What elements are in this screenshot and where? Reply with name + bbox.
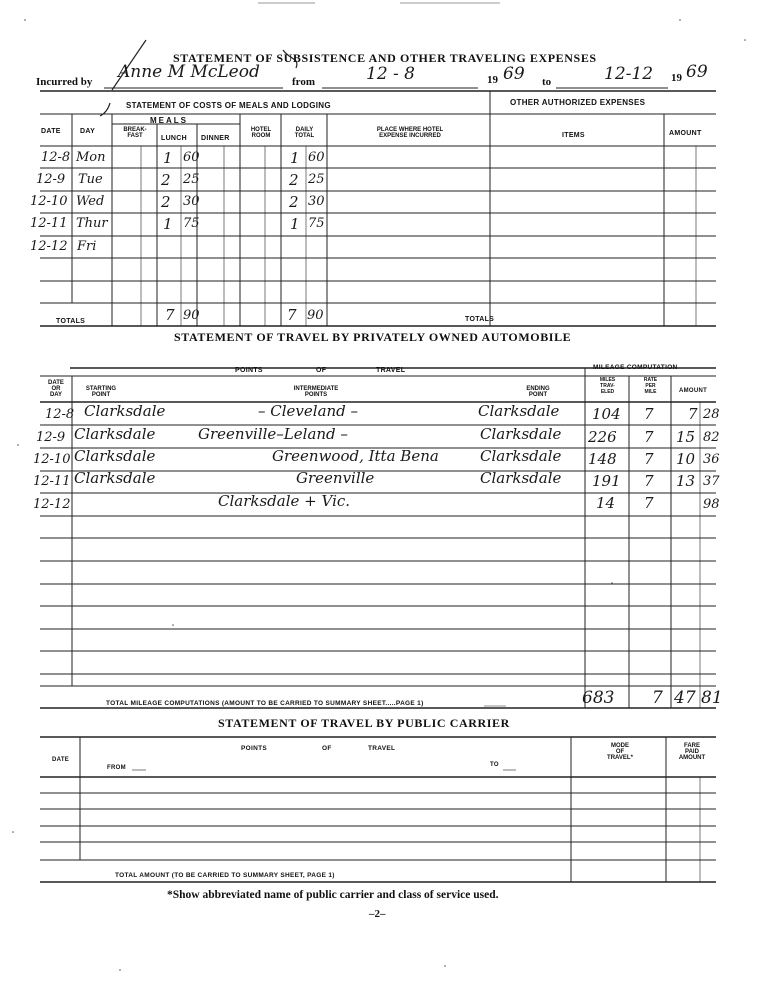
- from-value: 12 - 8: [366, 64, 415, 84]
- carrier-col-fare-header: FARE PAID AMOUNT: [678, 743, 706, 761]
- carrier-col-mode-header: MODE OF TRAVEL*: [607, 743, 633, 761]
- carrier-col-date-header: DATE: [52, 757, 70, 763]
- col-day-header: DAY: [80, 128, 96, 135]
- auto-row-amount-cents: 98: [703, 497, 720, 512]
- meals-total-daily-dollars: 7: [287, 306, 297, 324]
- meal-row-day: Mon: [76, 150, 106, 165]
- auto-row-rate: 7: [644, 494, 654, 512]
- col-place-header: PLACE WHERE HOTEL EXPENSE INCURRED: [376, 127, 444, 139]
- auto-row-amount-dollars: 13: [676, 472, 696, 490]
- meal-row-day: Thur: [76, 216, 108, 231]
- year-to-value: 69: [686, 62, 708, 82]
- meal-row-lunch-cents: 75: [183, 216, 200, 231]
- col-dinner-header: DINNER: [201, 135, 230, 142]
- meal-row-day: Fri: [77, 239, 97, 254]
- meal-row-date: 12-11: [30, 216, 68, 231]
- meals-section-title: STATEMENT OF COSTS OF MEALS AND LODGING: [126, 101, 331, 110]
- auto-row-amount-cents: 36: [703, 452, 720, 467]
- carrier-points-header: POINTS: [241, 745, 267, 752]
- meal-row-lunch-dollars: 2: [161, 171, 171, 189]
- to-value: 12-12: [604, 64, 654, 84]
- meal-row-lunch-cents: 25: [183, 172, 200, 187]
- auto-row-intermediate: Greenville: [296, 469, 375, 487]
- col-hotel-header: HOTEL ROOM: [250, 127, 272, 139]
- auto-row-date: 12-9: [36, 430, 66, 445]
- col-date-header: DATE: [41, 128, 61, 135]
- incurred-by-value: Anne M McLeod: [118, 62, 260, 82]
- meal-row-total-cents: 25: [308, 172, 325, 187]
- year-from-value: 69: [503, 64, 525, 84]
- auto-col-miles-header: MILES TRAV- ELED: [599, 377, 616, 395]
- auto-col-intermediate-header: INTERMEDIATE POINTS: [293, 386, 339, 398]
- auto-row-date: 12-11: [33, 474, 71, 489]
- auto-row-rate: 7: [644, 428, 654, 446]
- auto-row-amount-dollars: 10: [676, 450, 696, 468]
- auto-row-miles: 191: [592, 472, 621, 490]
- carrier-travel-header: TRAVEL: [368, 745, 396, 752]
- meals-total-lunch-cents: 90: [183, 308, 200, 323]
- auto-row-miles: 104: [592, 405, 621, 423]
- meal-row-total-dollars: 1: [290, 149, 300, 167]
- auto-col-amount-header: AMOUNT: [679, 388, 708, 394]
- meal-row-date: 12-8: [41, 150, 71, 165]
- auto-row-amount-cents: 37: [703, 474, 720, 489]
- carrier-to-label: TO: [490, 762, 499, 768]
- mileage-total-dollars: 47: [674, 688, 696, 708]
- meals-group-header: MEALS: [150, 116, 188, 125]
- auto-points-header: POINTS: [235, 367, 263, 374]
- meal-row-total-cents: 60: [308, 150, 325, 165]
- auto-col-start-header: STARTING POINT: [85, 386, 117, 398]
- carrier-total-label: TOTAL AMOUNT (TO BE CARRIED TO SUMMARY SHEET, PAGE 1): [115, 872, 335, 879]
- auto-row-date: 12-12: [33, 497, 71, 512]
- form-title: STATEMENT OF SUBSISTENCE AND OTHER TRAVELING EXPENSES: [173, 51, 597, 65]
- auto-row-start: Clarksdale + Vic.: [218, 492, 351, 510]
- auto-row-end: Clarksdale: [480, 447, 562, 465]
- auto-row-intermediate: – Cleveland –: [258, 402, 359, 420]
- carrier-from-label: FROM: [107, 765, 126, 771]
- auto-row-date: 12-10: [33, 452, 71, 467]
- auto-row-end: Clarksdale: [480, 425, 562, 443]
- meal-row-date: 12-9: [36, 172, 66, 187]
- mileage-total-miles: 683: [582, 688, 615, 708]
- meals-totals-label: TOTALS: [56, 318, 86, 325]
- col-items-header: ITEMS: [562, 132, 585, 139]
- meal-row-lunch-dollars: 1: [163, 149, 173, 167]
- meal-row-total-dollars: 2: [289, 193, 299, 211]
- auto-row-rate: 7: [644, 405, 654, 423]
- mileage-computation-header: MILEAGE COMPUTATION: [593, 364, 678, 371]
- auto-col-rate-header: RATE PER MILE: [643, 377, 658, 395]
- auto-row-rate: 7: [644, 472, 654, 490]
- meal-row-total-dollars: 1: [290, 215, 300, 233]
- meal-row-date: 12-10: [30, 194, 68, 209]
- meals-total-daily-cents: 90: [307, 308, 324, 323]
- meal-row-lunch-cents: 60: [183, 150, 200, 165]
- carrier-section-title: STATEMENT OF TRAVEL BY PUBLIC CARRIER: [218, 716, 510, 730]
- auto-col-end-header: ENDING POINT: [526, 386, 550, 398]
- meal-row-day: Tue: [78, 172, 103, 187]
- meal-row-lunch-dollars: 2: [161, 193, 171, 211]
- auto-row-end: Clarksdale: [480, 469, 562, 487]
- to-label: to: [542, 76, 552, 88]
- meal-row-lunch-cents: 30: [183, 194, 200, 209]
- auto-row-amount-cents: 82: [703, 430, 720, 445]
- auto-row-rate: 7: [644, 450, 654, 468]
- meal-row-total-dollars: 2: [289, 171, 299, 189]
- auto-row-miles: 148: [588, 450, 617, 468]
- meals-total-lunch-dollars: 7: [165, 306, 175, 324]
- col-daily-header: DAILY TOTAL: [294, 127, 315, 139]
- auto-travel-header: TRAVEL: [376, 367, 406, 374]
- auto-row-date: 12-8: [45, 407, 75, 422]
- col-lunch-header: LUNCH: [161, 135, 187, 142]
- col-breakfast-header: BREAK- FAST: [123, 127, 147, 139]
- from-label: from: [292, 76, 316, 88]
- footnote: *Show abbreviated name of public carrier and class of service used.: [167, 889, 499, 901]
- auto-row-start: Clarksdale: [74, 469, 156, 487]
- carrier-of-header: OF: [322, 745, 332, 752]
- col-amount-header: AMOUNT: [669, 130, 702, 137]
- mileage-total-cents: 81: [701, 688, 723, 708]
- auto-row-amount-dollars: 15: [676, 428, 696, 446]
- meal-row-total-cents: 30: [308, 194, 325, 209]
- auto-row-miles: 14: [596, 494, 616, 512]
- auto-row-intermediate: Greenwood, Itta Bena: [272, 447, 439, 465]
- auto-row-amount-dollars: 7: [688, 405, 698, 423]
- auto-row-intermediate: Greenville–Leland –: [198, 425, 348, 443]
- other-totals-label: TOTALS: [465, 316, 495, 323]
- auto-row-end: Clarksdale: [478, 402, 560, 420]
- meal-row-date: 12-12: [30, 239, 68, 254]
- page-number: –2–: [369, 908, 386, 920]
- year-to-prefix: 19: [671, 72, 682, 84]
- meal-row-total-cents: 75: [308, 216, 325, 231]
- meal-row-day: Wed: [76, 194, 105, 209]
- incurred-by-label: Incurred by: [36, 76, 93, 88]
- auto-row-miles: 226: [588, 428, 617, 446]
- auto-row-start: Clarksdale: [74, 425, 156, 443]
- mileage-total-label: TOTAL MILEAGE COMPUTATIONS (AMOUNT TO BE CARRIED TO SUMMARY SHEET.....PAGE 1): [106, 700, 424, 707]
- auto-of-header: OF: [316, 367, 327, 374]
- other-expenses-title: OTHER AUTHORIZED EXPENSES: [510, 98, 646, 107]
- meal-row-lunch-dollars: 1: [163, 215, 173, 233]
- year-from-prefix: 19: [487, 74, 498, 86]
- auto-section-title: STATEMENT OF TRAVEL BY PRIVATELY OWNED AUTOMOBILE: [174, 330, 572, 344]
- auto-row-start: Clarksdale: [74, 447, 156, 465]
- auto-row-start: Clarksdale: [84, 402, 166, 420]
- mileage-total-rate: 7: [652, 688, 663, 708]
- auto-row-amount-cents: 28: [703, 407, 720, 422]
- auto-col-date-header: DATE OR DAY: [48, 380, 64, 398]
